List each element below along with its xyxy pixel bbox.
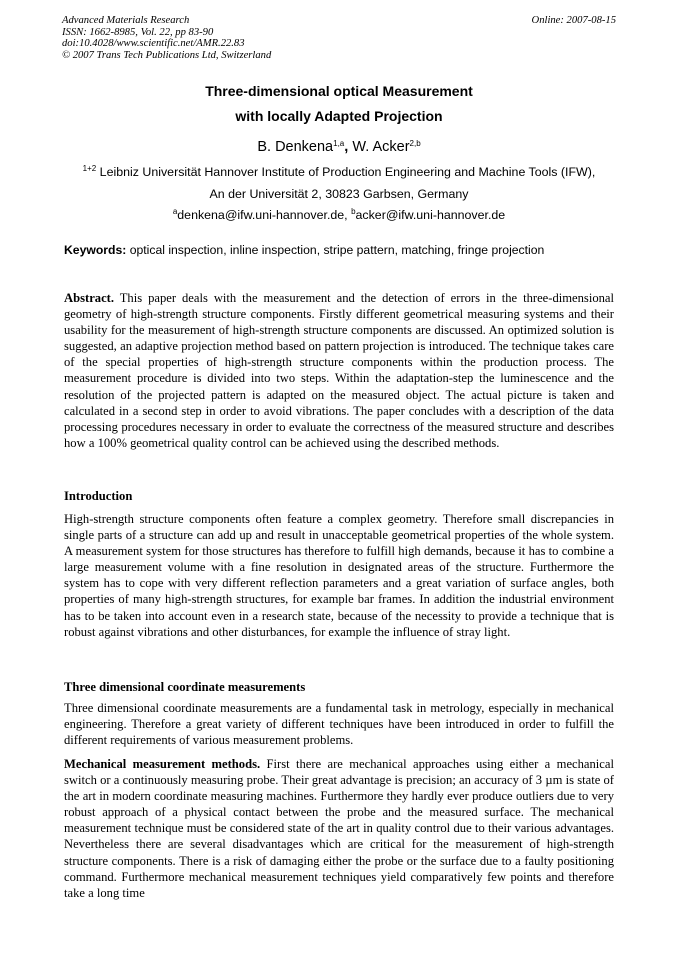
- email-a-sup: a: [172, 207, 178, 216]
- abstract: [64, 290, 614, 451]
- paper-title-line-1: Three-dimensional optical Measurement: [205, 83, 473, 99]
- journal-name: Advanced Materials Research: [62, 15, 190, 26]
- author-line: [0, 139, 678, 155]
- keywords: [64, 243, 616, 257]
- author-separator: ,: [344, 139, 353, 155]
- affiliation-sup: 1+2: [82, 164, 97, 173]
- copyright-line: © 2007 Trans Tech Publications Ltd, Switzerland: [62, 49, 272, 61]
- online-date: Online: 2007-08-15: [531, 15, 616, 26]
- author-2-name: W. Acker: [352, 139, 410, 155]
- keywords-text: optical inspection, inline inspection, stripe pattern, matching, fringe projection: [126, 243, 545, 257]
- affiliation-institute-text: Leibniz Universität Hannover Institute of Production Engineering and Machine Tools (IFW),: [96, 165, 596, 179]
- author-2-sup: 2,b: [409, 139, 421, 148]
- affiliation-address: An der Universität 2, 30823 Garbsen, Germany: [209, 187, 469, 201]
- affiliation-institute: [0, 165, 678, 179]
- issn-line: ISSN: 1662-8985, Vol. 22, pp 83-90: [62, 26, 214, 38]
- mechanical-text: First there are mechanical approaches using either a mechanical switch or a continuously measuring probe. Their great advantage is precision; an accuracy of 3 µm is state of the art in modern coordinate measuring machines. Furthermore they hardly ever produce outliers due to very robust approach of a physical contact between the probe and the measured surface. The mechanical measurement technique must be considered state of the art in quality control due to their various advantages. Nevertheless there are several disadvantages which are critical for the measurement of high-strength structure components. There is a risk of damaging either the probe or the surface due to a faulty positioning command. Furthermore mechanical measurement techniques yield comparatively few points and therefore take a long time: [64, 757, 614, 900]
- abstract-label: Abstract.: [64, 291, 115, 305]
- journal-header: [62, 15, 616, 61]
- mechanical-label: Mechanical measurement methods.: [64, 757, 261, 771]
- affiliation-emails: [0, 208, 678, 222]
- abstract-text: This paper deals with the measurement and the detection of errors in the three-dimensional geometry of high-strength structure components. Firstly different geometrical measuring systems and their usability for the measurement of high-strength structure components are discussed. An optimized solution is suggested, an adaptive projection method based on pattern projection is introduced. The technique takes care of the special properties of high-strength structure components within the production process. The measurement procedure is divided into two steps. Within the adaptation-step the luminescence and the resolution of the projected pattern is adapted on the measured object. The actual picture is taken and calculated in a second step in order to avoid vibrations. The paper concludes with a description of the data processing procedures necessary in order to evaluate the correctness of the measured structure and describes how a 100% geometrical quality control can be achieved using the described methods.: [64, 291, 614, 450]
- introduction-heading: Introduction: [64, 489, 133, 503]
- coordinate-text: Three dimensional coordinate measurements are a fundamental task in metrology, especially in mechanical engineering. Therefore a great variety of different techniques have been introduced in order to fulfill the different requirements of various measurement problems.: [64, 701, 614, 748]
- doi-line: doi:10.4028/www.scientific.net/AMR.22.83: [62, 38, 245, 49]
- paper-title-line-2: with locally Adapted Projection: [235, 108, 443, 124]
- email-b-sup: b: [351, 207, 356, 216]
- keywords-label: Keywords:: [64, 243, 127, 257]
- email-b: acker@ifw.uni-hannover.de: [355, 208, 506, 222]
- author-1-name: B. Denkena: [257, 139, 334, 155]
- mechanical-paragraph: [64, 756, 614, 901]
- author-1-sup: 1,a: [333, 139, 345, 148]
- coordinate-heading: Three dimensional coordinate measurements: [64, 680, 306, 694]
- introduction-text: High-strength structure components often feature a complex geometry. Therefore small discrepancies in single parts of a structure can add up and result in unacceptable geometrical properties of the whole system. A measurement system for those structures has therefore to fulfill high demands, because it has to combine a large measurement volume with a fine resolution in designated areas of the structure. Furthermore the system has to cope with very different reflection parameters and a great variation of surface angles, both properties of many high-strength structures, for example bar frames. In addition the industrial environment has to be taken into account even in a research state, because of the necessity to provide a technique that is robust against vibrations and other disturbances, for example the influence of stray light.: [64, 512, 614, 639]
- email-a: denkena@ifw.uni-hannover.de,: [177, 208, 352, 222]
